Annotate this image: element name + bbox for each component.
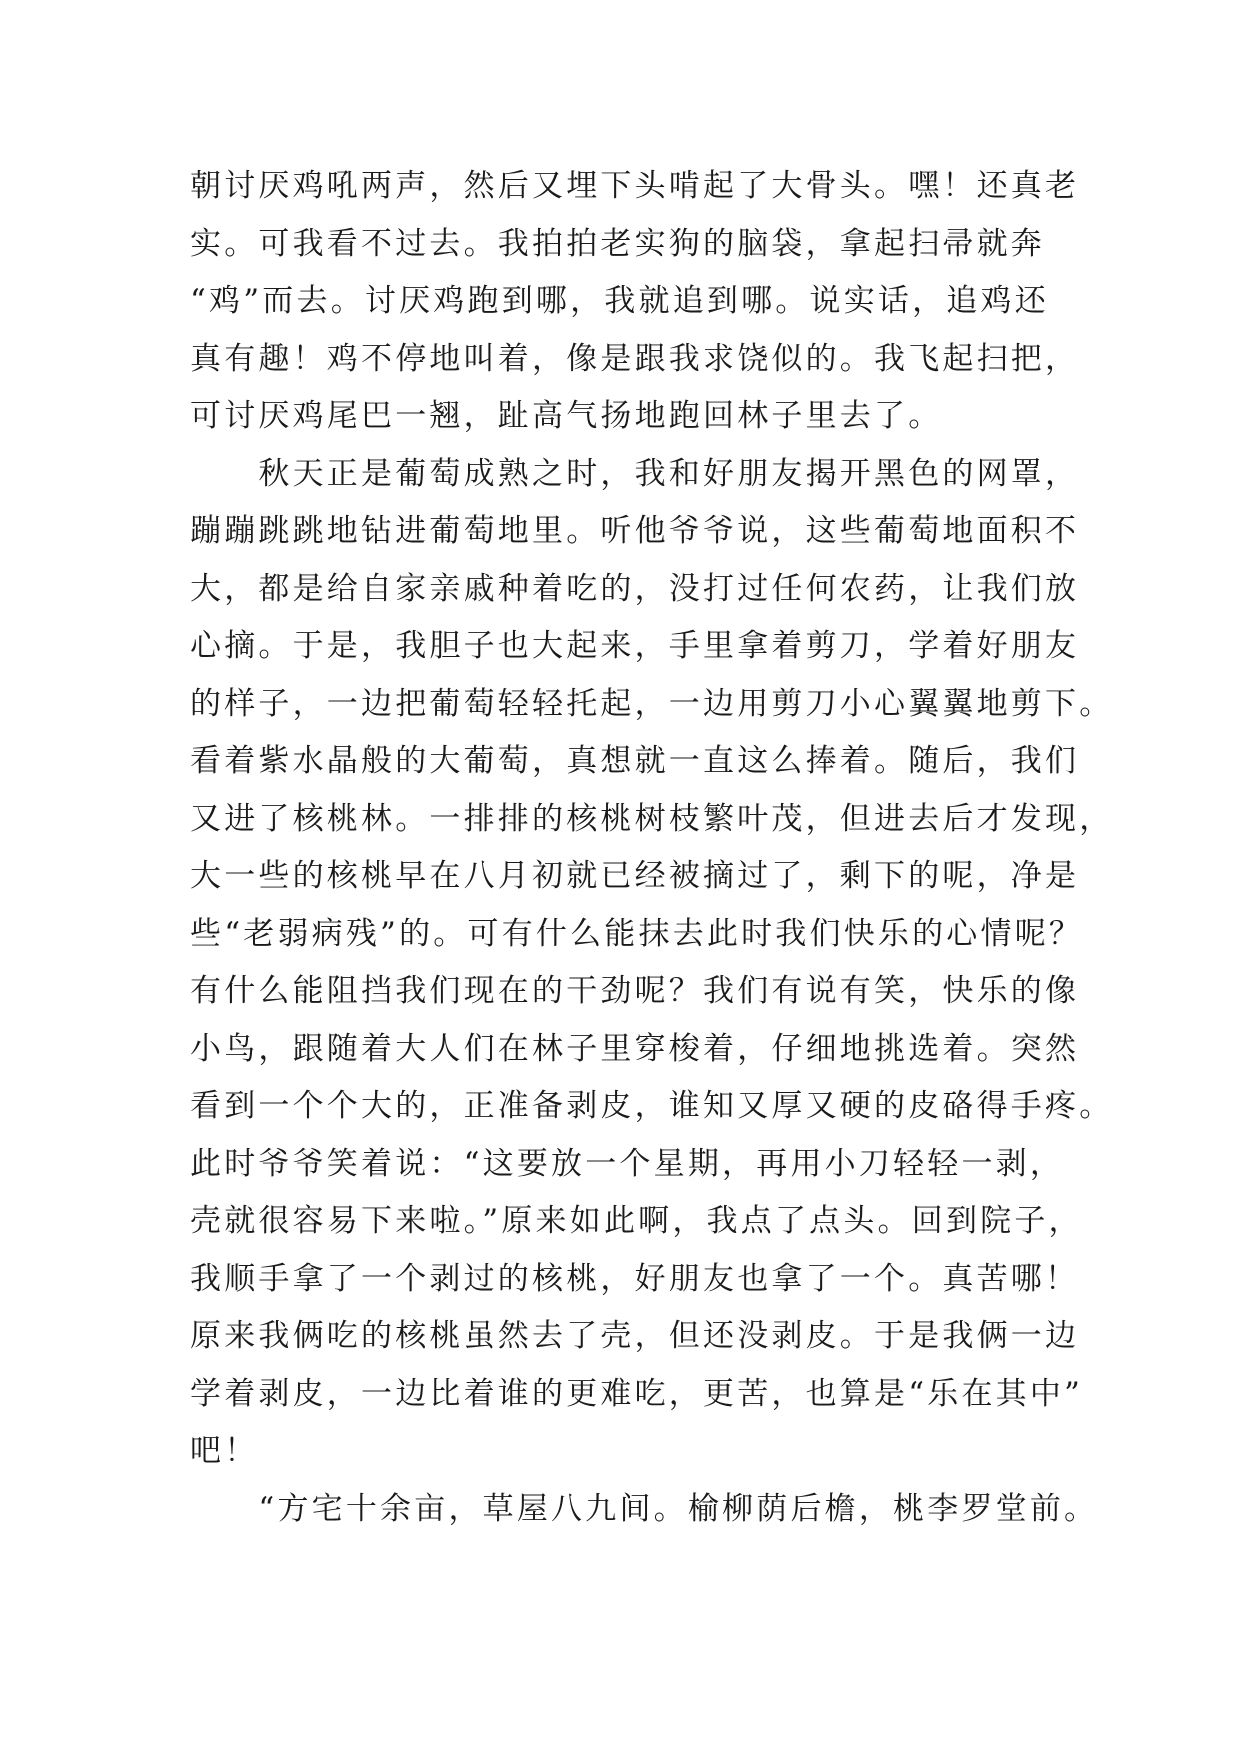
essay-body <box>190 158 1114 1538</box>
text-line: “方宅十余亩，草屋八九间。榆柳荫后檐，桃李罗堂前。 <box>190 1490 1099 1527</box>
text-line: 看到一个个大的，正准备剥皮，谁知又厚又硬的皮硌得手疼。 <box>190 1088 1114 1124</box>
text-line: 朝讨厌鸡吼两声，然后又埋下头啃起了大骨头。嘿！还真老 <box>190 168 1080 204</box>
text-line: 壳就很容易下来啦。”原来如此啊，我点了点头。回到院子， <box>190 1203 1083 1239</box>
text-line: 大一些的核桃早在八月初就已经被摘过了，剩下的呢，净是 <box>190 858 1080 894</box>
text-line: 小鸟，跟随着大人们在林子里穿梭着，仔细地挑选着。突然 <box>190 1030 1080 1067</box>
text-line: 可讨厌鸡尾巴一翘，趾高气扬地跑回林子里去了。 <box>190 398 943 434</box>
text-line: 此时爷爷笑着说：“这要放一个星期，再用小刀轻轻一剥， <box>190 1145 1065 1182</box>
text-line: “鸡”而去。讨厌鸡跑到哪，我就追到哪。说实话，追鸡还 <box>190 283 1049 319</box>
text-line: 学着剥皮，一边比着谁的更难吃，更苦，也算是“乐在其中” <box>190 1375 1084 1412</box>
text-line: 原来我俩吃的核桃虽然去了壳，但还没剥皮。于是我俩一边 <box>190 1318 1080 1354</box>
text-line: 些“老弱病残”的。可有什么能抹去此时我们快乐的心情呢？ <box>190 915 1084 952</box>
text-line: 真有趣！鸡不停地叫着，像是跟我求饶似的。我飞起扫把， <box>190 340 1080 377</box>
text-line: 吧！ <box>190 1433 259 1469</box>
text-line: 有什么能阻挡我们现在的干劲呢？我们有说有笑，快乐的像 <box>190 973 1080 1009</box>
text-line: 看着紫水晶般的大葡萄，真想就一直这么捧着。随后，我们 <box>190 743 1080 779</box>
text-line: 我顺手拿了一个剥过的核桃，好朋友也拿了一个。真苦哪！ <box>190 1260 1080 1297</box>
text-line: 的样子，一边把葡萄轻轻托起，一边用剪刀小心翼翼地剪下。 <box>190 685 1114 722</box>
text-line: 实。可我看不过去。我拍拍老实狗的脑袋，拿起扫帚就奔 <box>190 225 1045 262</box>
text-line: 心摘。于是，我胆子也大起来，手里拿着剪刀，学着好朋友 <box>190 628 1080 664</box>
text-line: 大，都是给自家亲戚种着吃的，没打过任何农药，让我们放 <box>190 570 1080 607</box>
text-line: 又进了核桃林。一排排的核桃树枝繁叶茂，但进去后才发现， <box>190 800 1114 837</box>
text-line: 秋天正是葡萄成熟之时，我和好朋友揭开黑色的网罩， <box>190 455 1080 492</box>
text-line: 蹦蹦跳跳地钻进葡萄地里。听他爷爷说，这些葡萄地面积不 <box>190 513 1080 549</box>
